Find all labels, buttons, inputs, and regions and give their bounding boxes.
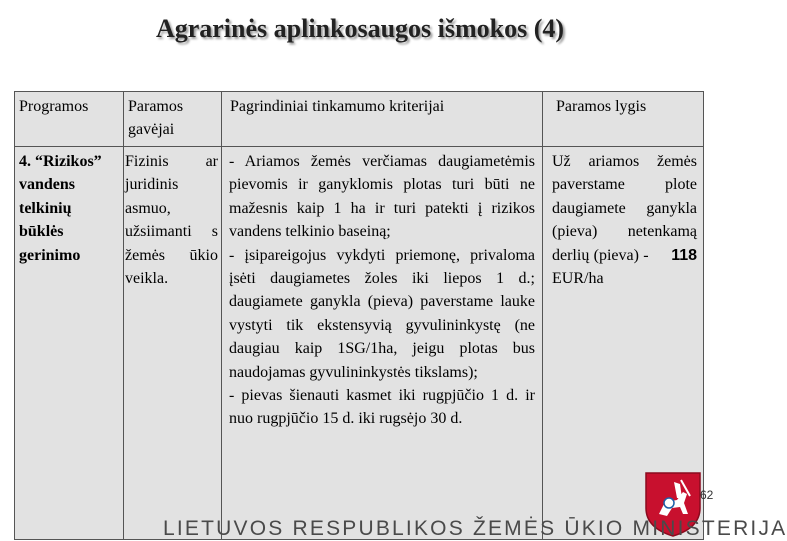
column-divider (221, 92, 222, 539)
header-recipients: Paramos gavėjai (128, 98, 184, 139)
header-level: Paramos lygis (556, 98, 647, 115)
column-divider (123, 92, 124, 539)
support-unit: EUR/ha (552, 270, 604, 288)
support-level-description: Už ariamos žemės paverstame plote daugiamete ganykla (pieva) netenkamą derlių (pieva) - (552, 153, 697, 264)
program-name: 4. “Rizikos” vandens telkinių būklės gerinimo (19, 153, 102, 264)
support-level-text (552, 150, 697, 290)
page-title: Agrarinės aplinkosaugos išmokos (4) (155, 14, 565, 43)
column-divider (542, 92, 543, 539)
support-amount: 118 (671, 246, 698, 264)
criteria-text: - Ariamos žemės verčiamas daugiametėmis pievomis ir ganyklomis plotas turi būti ne mažesnis kaip 1 ha ir turi patekti į rizikos vandens telkinio baseiną; - įsipareigojus vykdyti priemonę, privaloma įsėti daugiametes žoles iki liepos 1 d.; daugiamete ganykla (pieva) paverstame lauke vystyti tik ekstensyvią gyvulininkystę (ne daugiau kaip 1SG/1ha, jeigu plotas bus naudojamas gyvulininkystės tikslams); - pievas šienauti kasmet iki rugpjūčio 1 d. ir nuo rugpjūčio 15 d. iki rugsėjo 30 d. (229, 153, 535, 428)
recipients-text: Fizinis ar juridinis asmuo, užsiimanti s žemės ūkio veikla. (125, 153, 218, 288)
header-program: Programos (19, 98, 89, 115)
support-table (14, 91, 704, 540)
page-number: 62 (700, 488, 714, 502)
header-criteria: Pagrindiniai tinkamumo kriterijai (230, 98, 445, 115)
footer-brand: LIETUVOS RESPUBLIKOS ŽEMĖS ŪKIO MINISTERIJA (163, 517, 787, 540)
